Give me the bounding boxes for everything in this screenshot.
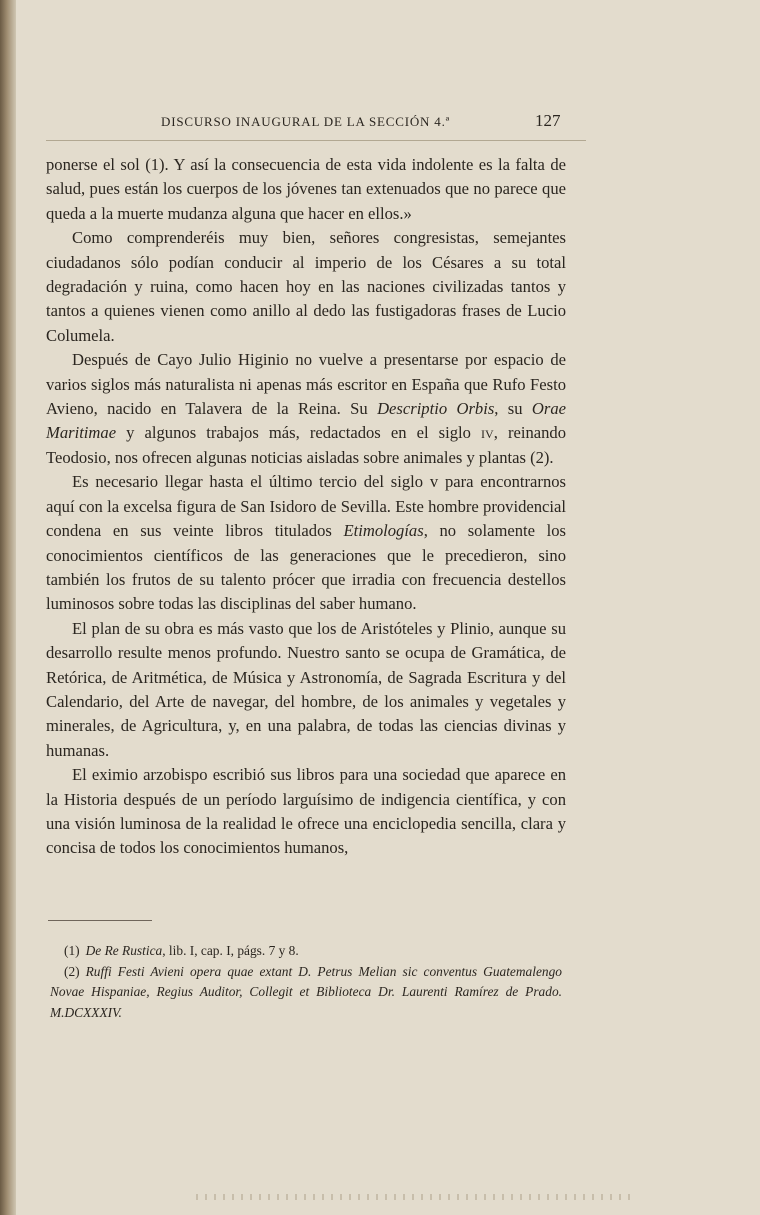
header-rule	[46, 140, 586, 141]
footnotes	[50, 941, 562, 1023]
footnote-marker: (2)	[64, 963, 80, 979]
text-run: y algunos trabajos más, redactados en el siglo	[116, 423, 482, 443]
main-text	[46, 153, 566, 861]
text-run: , reinando Teodosio, nos ofrecen algunas noticias aisladas sobre animales y plantas (2).	[46, 423, 566, 467]
page-bottom-speckles	[196, 1194, 636, 1200]
footnote-title: De Re Rustica	[85, 943, 163, 958]
paragraph-3	[46, 348, 566, 470]
paragraph-4	[46, 470, 566, 616]
text-run: Después de Cayo Julio Higinio no vuelve a presentarse por espacio de varios siglos más naturalista ni apenas más escritor en España que Rufo Festo Avieno, nacido en Talavera de la Reina. Su	[46, 350, 566, 419]
footnote-rule	[48, 920, 152, 921]
text-run: , su	[494, 399, 532, 419]
text-run: , no solamente los conocimientos científicos de las generaciones que le precedieron, sino también los frutos de su talento prócer que irradia con frecuencia destellos luminosos sobre todas las disciplinas del saber humano.	[46, 521, 566, 614]
title-descriptio-orbis: Descriptio Orbis	[377, 399, 495, 419]
book-page	[16, 0, 760, 1215]
text-run: Es necesario llegar hasta el último tercio del siglo v para encontrarnos aquí con la excelsa figura de San Isidoro de Sevilla. Este hombre providencial condena en sus veinte libros titulados	[46, 472, 566, 541]
footnote-title: Ruffi Festi Avieni opera quae extant D. Petrus Melian sic conventus Guatemalengo Novae Hispaniae, Regius Auditor, Collegit et Biblioteca Dr. Laurenti Ramírez de Prado. M.DCXXXIV.	[50, 963, 562, 1020]
paragraph-6: El eximio arzobispo escribió sus libros para una sociedad que aparece en la Historia después de un período larguísimo de indigencia científica, y con una visión luminosa de la realidad le ofrece una enciclopedia sencilla, clara y concisa de todos los conocimientos humanos,	[46, 765, 566, 858]
footnote-text: , lib. I, cap. I, págs. 7 y 8.	[162, 943, 299, 958]
paragraph-1: ponerse el sol (1). Y así la consecuencia de esta vida indolente es la falta de salud, pues están los cuerpos de los jóvenes tan extenuados que no parece que queda a la muerte mudanza alguna que hacer en ellos.»	[46, 155, 566, 223]
footnote-2	[50, 962, 562, 1024]
running-head-title: DISCURSO INAUGURAL DE LA SECCIÓN 4.ª	[161, 114, 451, 129]
title-orae-maritimae: Orae Maritimae	[46, 399, 566, 443]
paragraph-2: Como comprenderéis muy bien, señores congresistas, semejantes ciudadanos sólo podían conducir al imperio de los Césares a su total degradación y ruina, como hacen hoy en las naciones civilizadas tantos y tantos a quienes vienen como anillo al dedo las fustigadoras frases de Lucio Columela.	[46, 228, 566, 345]
paragraph-5: El plan de su obra es más vasto que los de Aristóteles y Plinio, aunque su desarrollo resulte menos profundo. Nuestro santo se ocupa de Gramática, de Retórica, de Aritmética, de Música y Astronomía, de Sagrada Escritura y del Calendario, del Arte de navegar, del hombre, de los animales y vegetales y minerales, de Agricultura, y, en una palabra, de todas las ciencias divinas y humanas.	[46, 618, 566, 760]
title-etimologias: Etimologías	[343, 521, 424, 541]
running-header	[16, 111, 760, 138]
century-numeral: iv	[481, 423, 494, 443]
footnote-marker: (1)	[64, 943, 80, 958]
footnote-1	[50, 941, 562, 962]
page-number: 127	[535, 111, 561, 130]
book-spine-shadow	[0, 0, 16, 1215]
